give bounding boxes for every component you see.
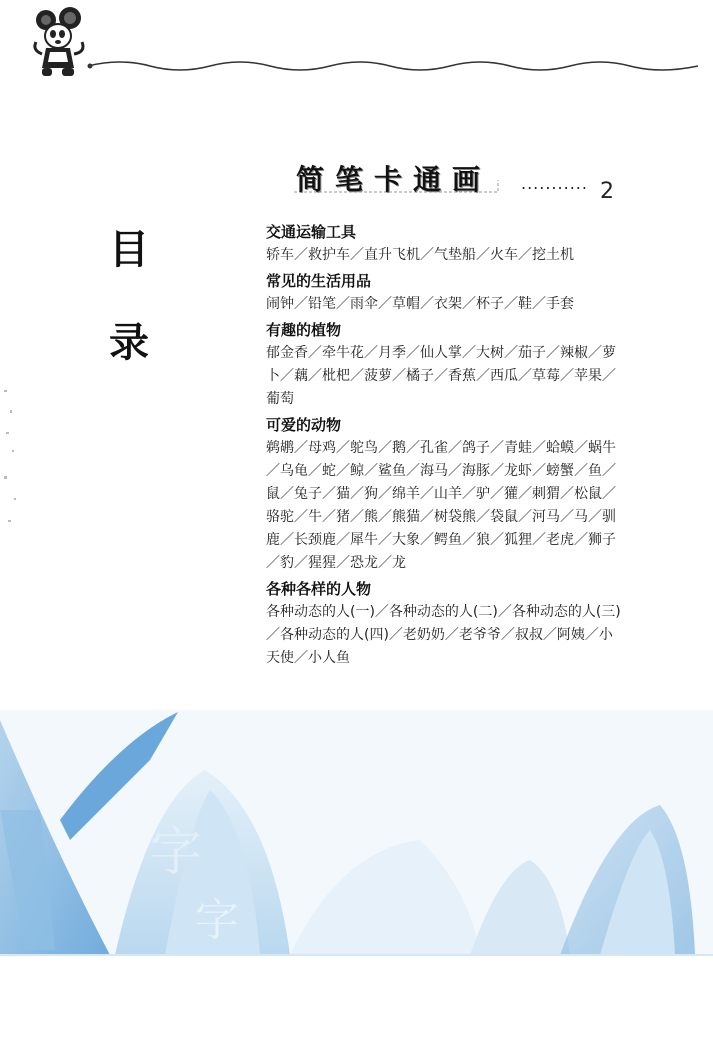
section-items-plants: 郁金香／牵牛花／月季／仙人掌／大树／茄子／辣椒／萝卜／藕／枇杷／菠萝／橘子／香蕉／西瓜／草莓／苹果／葡萄 — [266, 345, 616, 407]
header-decoration — [0, 0, 713, 90]
section-items-daily-items: 闹钟／铅笔／雨伞／草帽／衣架／杯子／鞋／手套 — [266, 296, 574, 312]
toc-sections — [266, 221, 626, 673]
toc-page-number: 2 — [600, 179, 614, 204]
svg-text:字: 字 — [195, 895, 239, 946]
toc-leader-dots: ........... — [521, 174, 588, 193]
toc-entry-title[interactable]: 简笔卡通画 — [296, 163, 492, 196]
svg-text:字: 字 — [150, 823, 203, 883]
section-heading-animals: 可爱的动物 — [266, 416, 342, 434]
section-heading-plants: 有趣的植物 — [266, 321, 342, 339]
section-items-animals: 鹈鹕／母鸡／鸵鸟／鹅／孔雀／鸽子／青蛙／蛤蟆／蜗牛／乌龟／蛇／鲸／鲨鱼／海马／海豚／龙虾／螃蟹／鱼／鼠／兔子／猫／狗／绵羊／山羊／驴／獾／刺猬／松鼠／骆驼／牛／猪／熊／熊猫／树袋熊／袋鼠／河马／马／驯鹿／长颈鹿／犀牛／大象／鳄鱼／狼／狐狸／老虎／狮子／豹／猩猩／恐龙／龙 — [266, 440, 616, 571]
section-heading-transport: 交通运输工具 — [266, 223, 357, 241]
mouse-mascot-icon — [30, 6, 90, 78]
section-items-people: 各种动态的人(一)／各种动态的人(二)／各种动态的人(三)／各种动态的人(四)／老奶奶／老爷爷／叔叔／阿姨／小天使／小人鱼 — [266, 604, 621, 666]
scan-speckles — [0, 380, 30, 560]
contents-heading-char-2: 录 — [109, 320, 149, 366]
contents-heading-char-1: 目 — [109, 227, 149, 273]
decorative-watercolor-art — [0, 700, 713, 960]
section-heading-daily-items: 常见的生活用品 — [266, 272, 372, 290]
section-heading-people: 各种各样的人物 — [266, 580, 372, 598]
section-items-transport: 轿车／救护车／直升飞机／气垫船／火车／挖土机 — [266, 247, 574, 263]
wavy-line — [88, 62, 698, 70]
